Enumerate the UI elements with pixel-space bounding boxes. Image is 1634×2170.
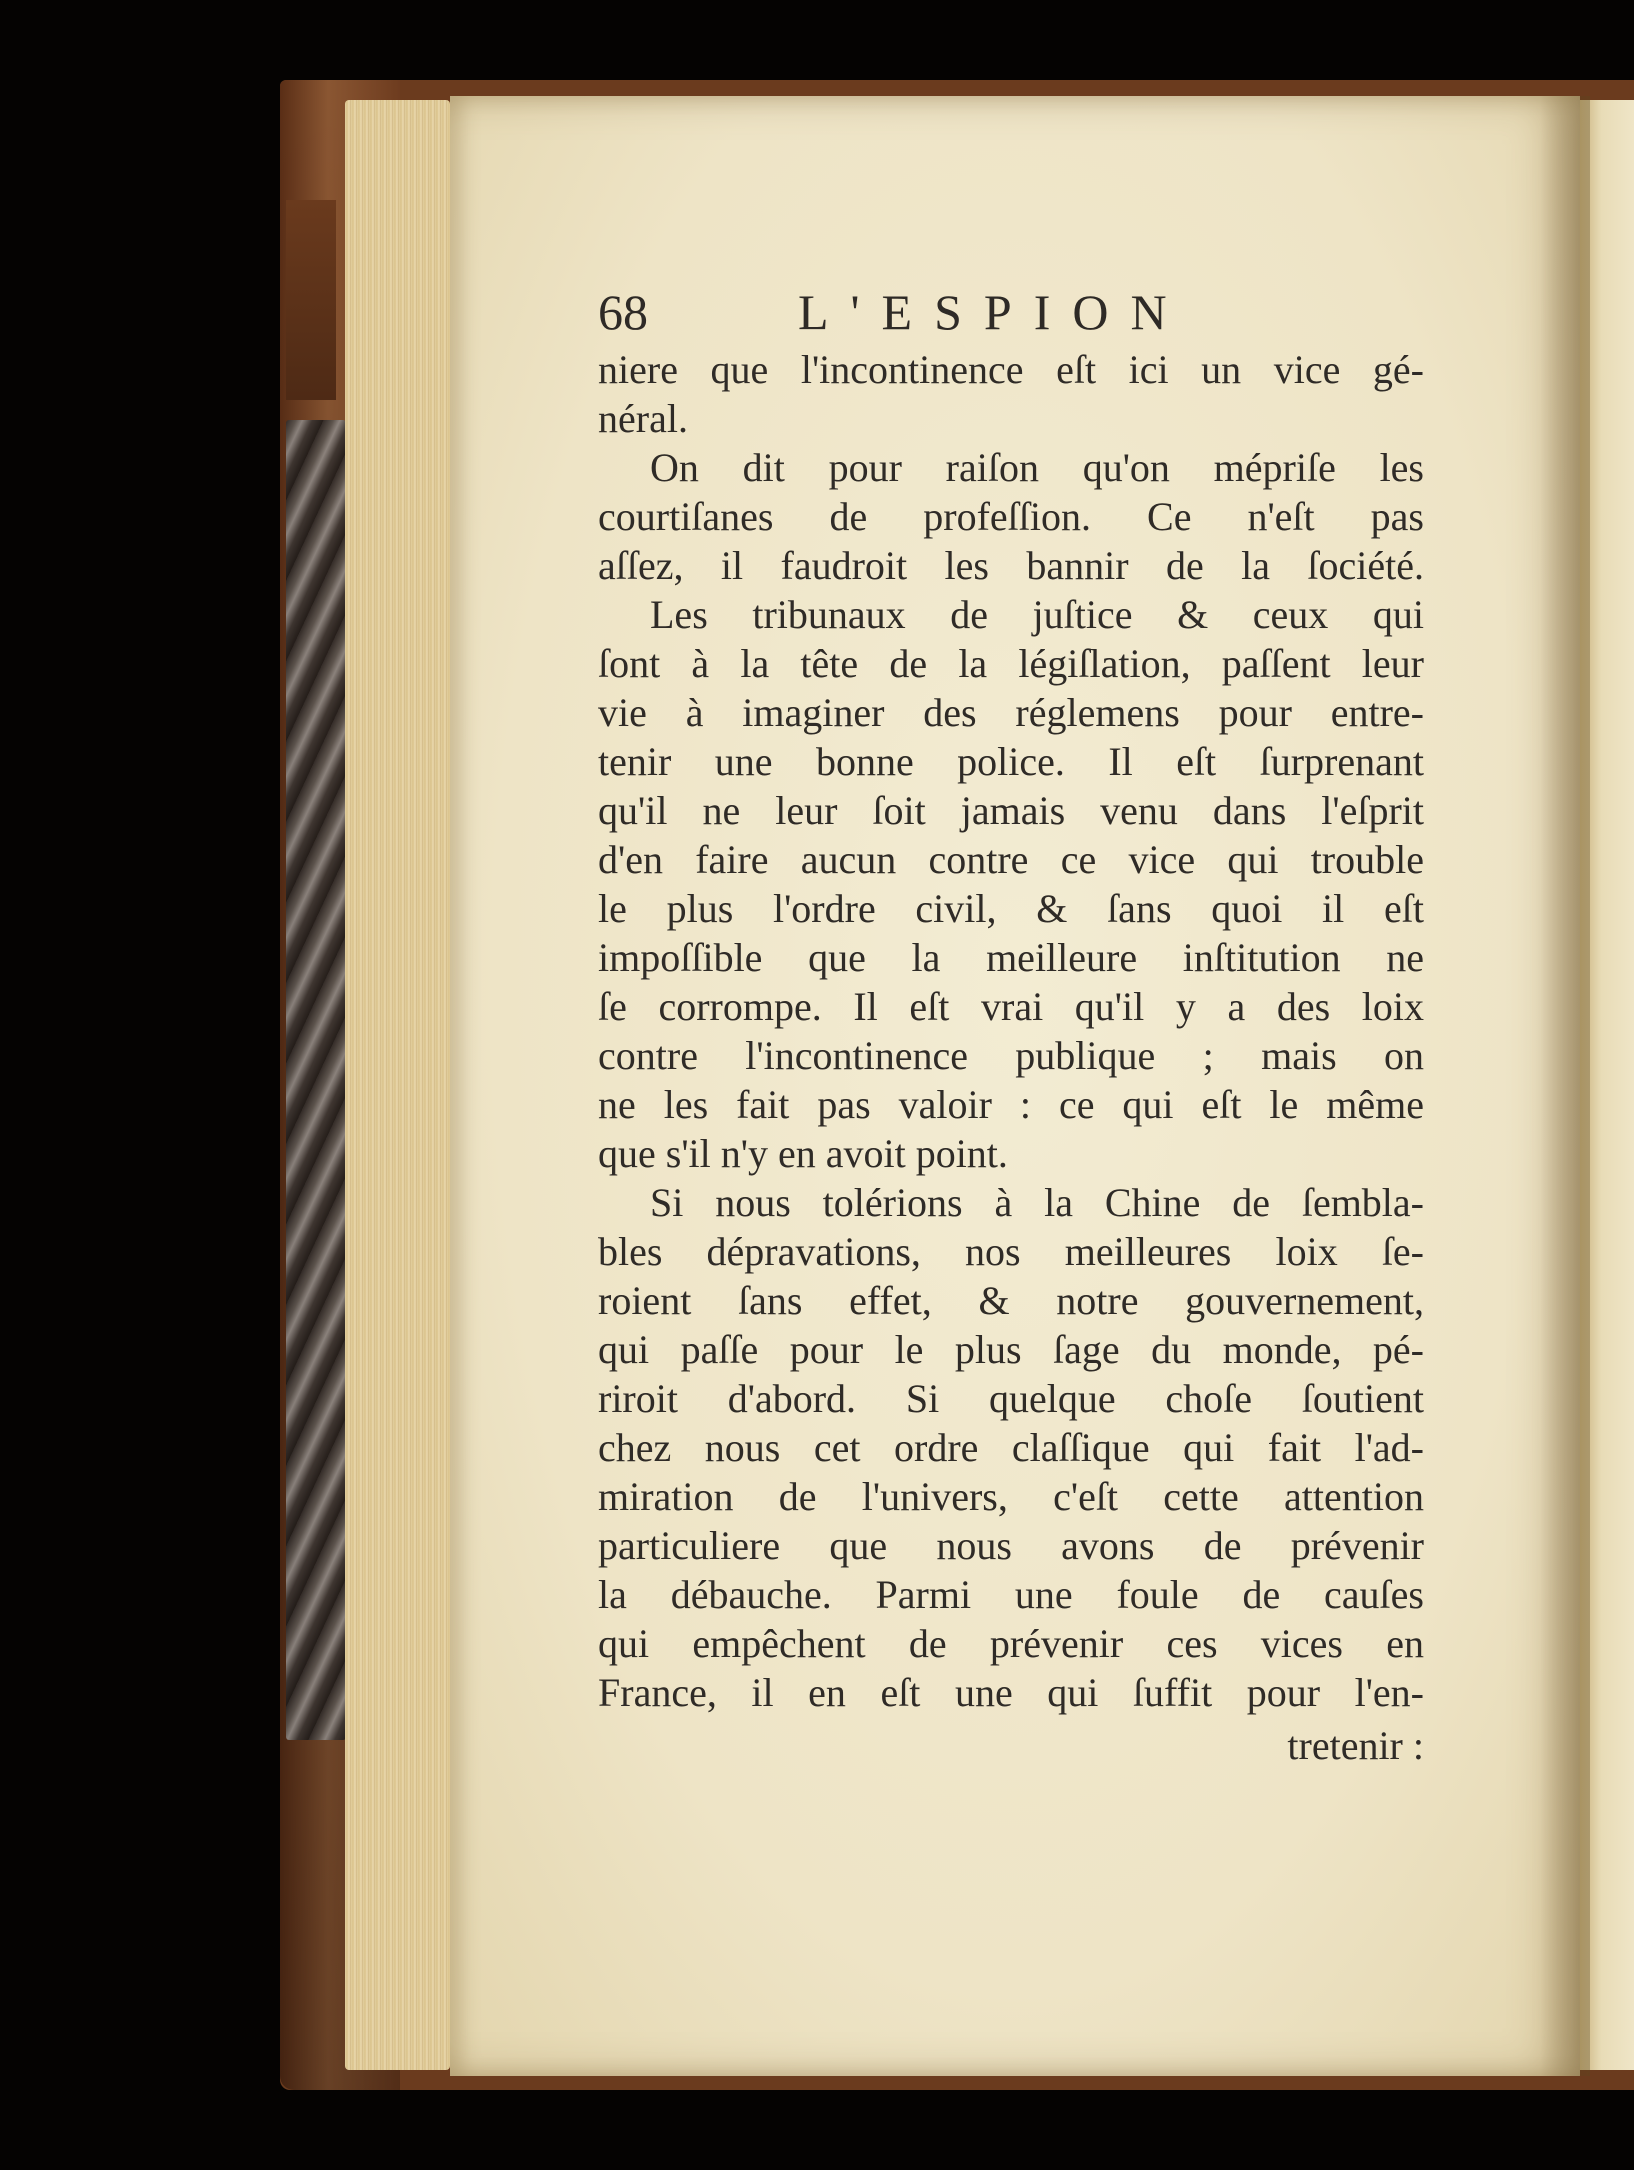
text-line: néral. <box>598 396 688 441</box>
page-header <box>598 282 1258 342</box>
text-line: aſſez, il faudroit les bannir de la ſociété. <box>598 543 1424 588</box>
text-line: miration de l'univers, c'eſt cette attention <box>598 1474 1424 1519</box>
text-line: la débauche. Parmi une foule de cauſes <box>598 1572 1424 1617</box>
body-text <box>598 345 1424 1770</box>
text-line: ſont à la tête de la légiſlation, paſſent leur <box>598 641 1424 686</box>
text-line: ne les fait pas valoir : ce qui eſt le même <box>598 1082 1424 1127</box>
text-line: que s'il n'y en avoit point. <box>598 1131 1008 1176</box>
text-line: France, il en eſt une qui ſuffit pour l'en- <box>598 1670 1424 1715</box>
page-edges <box>345 100 450 2070</box>
text-line: Les tribunaux de juſtice & ceux qui <box>650 592 1424 637</box>
text-line: ſe corrompe. Il eſt vrai qu'il y a des loix <box>598 984 1424 1029</box>
text-line: particuliere que nous avons de prévenir <box>598 1523 1424 1568</box>
text-line: courtiſanes de profeſſion. Ce n'eſt pas <box>598 494 1424 539</box>
text-line: le plus l'ordre civil, & ſans quoi il eſt <box>598 886 1424 931</box>
marbled-board <box>286 420 346 1740</box>
text-line: bles dépravations, nos meilleures loix ſe- <box>598 1229 1424 1274</box>
text-line: On dit pour raiſon qu'on mépriſe les <box>650 445 1424 490</box>
text-line: Si nous tolérions à la Chine de ſembla- <box>650 1180 1424 1225</box>
text-line: d'en faire aucun contre ce vice qui trouble <box>598 837 1424 882</box>
text-line: chez nous cet ordre claſſique qui fait l'ad- <box>598 1425 1424 1470</box>
text-line: riroit d'abord. Si quelque choſe ſoutient <box>598 1376 1424 1421</box>
text-line: contre l'incontinence publique ; mais on <box>598 1033 1424 1078</box>
text-line: vie à imaginer des réglemens pour entre- <box>598 690 1424 735</box>
text-line: roient ſans effet, & notre gouvernement, <box>598 1278 1424 1323</box>
gutter-shadow <box>1540 96 1590 2076</box>
text-line: qu'il ne leur ſoit jamais venu dans l'eſprit <box>598 788 1424 833</box>
text-line: qui paſſe pour le plus ſage du monde, pé- <box>598 1327 1424 1372</box>
cover-corner-leather <box>286 200 336 400</box>
catchword: tretenir : <box>1287 1723 1424 1768</box>
text-line: qui empêchent de prévenir ces vices en <box>598 1621 1424 1666</box>
text-line: tenir une bonne police. Il eſt ſurprenant <box>598 739 1424 784</box>
running-title: L'ESPION <box>798 284 1189 340</box>
text-line: impoſſible que la meilleure inſtitution ne <box>598 935 1424 980</box>
text-line: niere que l'incontinence eſt ici un vice gé- <box>598 347 1424 392</box>
page-number: 68 <box>598 284 648 340</box>
